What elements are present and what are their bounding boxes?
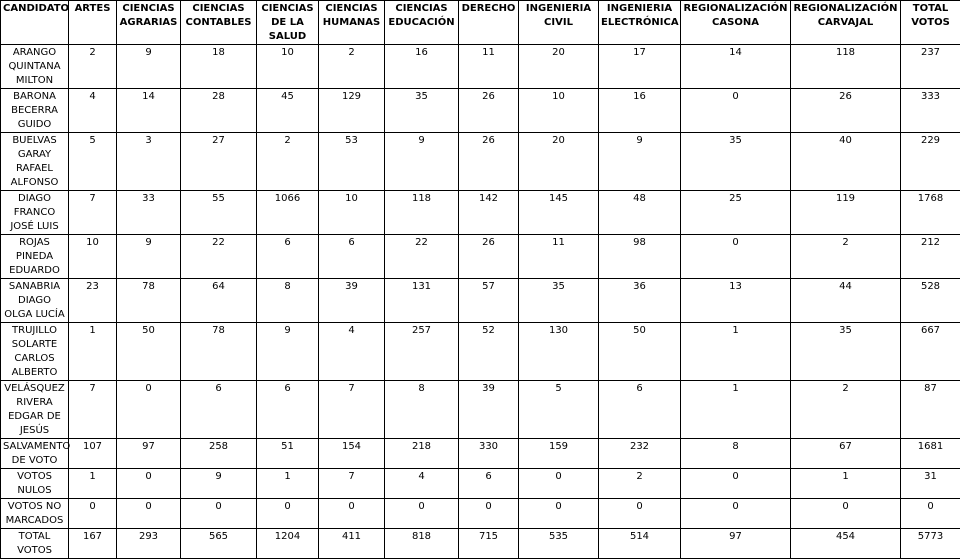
header-row — [1, 1, 960, 45]
vote-count-cell: 40 — [791, 133, 901, 191]
vote-count-cell: 535 — [519, 529, 599, 559]
vote-count-cell: 50 — [117, 323, 181, 381]
vote-count-cell: 20 — [519, 133, 599, 191]
vote-count-cell: 6 — [319, 235, 385, 279]
vote-count-cell: 25 — [681, 191, 791, 235]
vote-count-cell: 26 — [459, 235, 519, 279]
vote-count-cell: 26 — [459, 133, 519, 191]
vote-count-cell: 20 — [519, 45, 599, 89]
vote-count-cell: 35 — [385, 89, 459, 133]
vote-count-cell: 50 — [599, 323, 681, 381]
table-row — [1, 439, 960, 469]
vote-count-cell: 1 — [69, 469, 117, 499]
vote-count-cell: 33 — [117, 191, 181, 235]
table-row — [1, 469, 960, 499]
vote-count-cell: 6 — [459, 469, 519, 499]
table-row — [1, 381, 960, 439]
vote-count-cell: 13 — [681, 279, 791, 323]
vote-count-cell: 10 — [519, 89, 599, 133]
header-ciencias-contables: CIENCIAS CONTABLES — [181, 1, 257, 45]
vote-count-cell: 6 — [257, 235, 319, 279]
vote-count-cell: 118 — [791, 45, 901, 89]
vote-count-cell: 4 — [385, 469, 459, 499]
vote-count-cell: 107 — [69, 439, 117, 469]
vote-count-cell: 78 — [181, 323, 257, 381]
vote-count-cell: 9 — [385, 133, 459, 191]
vote-count-cell: 57 — [459, 279, 519, 323]
vote-count-cell: 5 — [519, 381, 599, 439]
vote-count-cell: 514 — [599, 529, 681, 559]
vote-count-cell: 27 — [181, 133, 257, 191]
vote-count-cell: 55 — [181, 191, 257, 235]
vote-count-cell: 142 — [459, 191, 519, 235]
vote-count-cell: 167 — [69, 529, 117, 559]
vote-count-cell: 4 — [69, 89, 117, 133]
header-ingenieria-civil: INGENIERIA CIVIL — [519, 1, 599, 45]
header-regionalizacion-carvajal: REGIONALIZACIÓN CARVAJAL — [791, 1, 901, 45]
table-row — [1, 529, 960, 559]
vote-count-cell: 51 — [257, 439, 319, 469]
header-ingenieria-electronica: INGENIERIA ELECTRÓNICA — [599, 1, 681, 45]
vote-count-cell: 0 — [599, 499, 681, 529]
vote-count-cell: 0 — [791, 499, 901, 529]
vote-count-cell: 16 — [385, 45, 459, 89]
vote-count-cell: 23 — [69, 279, 117, 323]
vote-count-cell: 333 — [901, 89, 960, 133]
vote-count-cell: 35 — [519, 279, 599, 323]
vote-count-cell: 411 — [319, 529, 385, 559]
vote-count-cell: 44 — [791, 279, 901, 323]
vote-count-cell: 0 — [901, 499, 960, 529]
vote-count-cell: 293 — [117, 529, 181, 559]
vote-count-cell: 14 — [117, 89, 181, 133]
vote-count-cell: 454 — [791, 529, 901, 559]
vote-count-cell: 97 — [681, 529, 791, 559]
vote-count-cell: 4 — [319, 323, 385, 381]
vote-count-cell: 28 — [181, 89, 257, 133]
vote-count-cell: 5773 — [901, 529, 960, 559]
vote-count-cell: 9 — [599, 133, 681, 191]
candidate-name-cell: BARONA BECERRA GUIDO — [1, 89, 69, 133]
vote-count-cell: 1768 — [901, 191, 960, 235]
candidate-name-cell: TRUJILLO SOLARTE CARLOS ALBERTO — [1, 323, 69, 381]
vote-count-cell: 9 — [117, 45, 181, 89]
vote-count-cell: 45 — [257, 89, 319, 133]
vote-count-cell: 22 — [385, 235, 459, 279]
candidate-name-cell: VOTOS NULOS — [1, 469, 69, 499]
vote-count-cell: 131 — [385, 279, 459, 323]
vote-count-cell: 145 — [519, 191, 599, 235]
header-regionalizacion-casona: REGIONALIZACIÓN CASONA — [681, 1, 791, 45]
table-row — [1, 323, 960, 381]
vote-count-cell: 0 — [117, 499, 181, 529]
vote-count-cell: 0 — [117, 381, 181, 439]
vote-count-cell: 0 — [459, 499, 519, 529]
vote-count-cell: 229 — [901, 133, 960, 191]
vote-count-cell: 1 — [257, 469, 319, 499]
vote-count-cell: 26 — [459, 89, 519, 133]
vote-count-cell: 78 — [117, 279, 181, 323]
vote-count-cell: 36 — [599, 279, 681, 323]
table-row — [1, 499, 960, 529]
vote-count-cell: 0 — [681, 469, 791, 499]
candidate-name-cell: ARANGO QUINTANA MILTON — [1, 45, 69, 89]
vote-count-cell: 2 — [791, 235, 901, 279]
vote-count-cell: 8 — [681, 439, 791, 469]
vote-count-cell: 7 — [69, 381, 117, 439]
vote-count-cell: 130 — [519, 323, 599, 381]
vote-count-cell: 0 — [519, 499, 599, 529]
vote-count-cell: 87 — [901, 381, 960, 439]
vote-count-cell: 0 — [681, 499, 791, 529]
candidate-name-cell: SALVAMENTO DE VOTO — [1, 439, 69, 469]
vote-count-cell: 39 — [459, 381, 519, 439]
vote-count-cell: 258 — [181, 439, 257, 469]
vote-count-cell: 3 — [117, 133, 181, 191]
vote-count-cell: 9 — [117, 235, 181, 279]
vote-count-cell: 667 — [901, 323, 960, 381]
vote-count-cell: 1681 — [901, 439, 960, 469]
vote-count-cell: 6 — [599, 381, 681, 439]
vote-count-cell: 6 — [181, 381, 257, 439]
header-ciencias-agrarias: CIENCIAS AGRARIAS — [117, 1, 181, 45]
vote-count-cell: 64 — [181, 279, 257, 323]
vote-count-cell: 528 — [901, 279, 960, 323]
vote-count-cell: 16 — [599, 89, 681, 133]
vote-count-cell: 14 — [681, 45, 791, 89]
vote-count-cell: 26 — [791, 89, 901, 133]
vote-count-cell: 7 — [69, 191, 117, 235]
vote-count-cell: 2 — [69, 45, 117, 89]
vote-count-cell: 129 — [319, 89, 385, 133]
header-candidato: CANDIDATO — [1, 1, 69, 45]
vote-count-cell: 237 — [901, 45, 960, 89]
vote-count-cell: 0 — [319, 499, 385, 529]
candidate-name-cell: DIAGO FRANCO JOSÉ LUIS — [1, 191, 69, 235]
candidate-name-cell: BUELVAS GARAY RAFAEL ALFONSO — [1, 133, 69, 191]
vote-count-cell: 7 — [319, 381, 385, 439]
candidate-name-cell: SANABRIA DIAGO OLGA LUCÍA — [1, 279, 69, 323]
vote-count-cell: 1066 — [257, 191, 319, 235]
vote-count-cell: 1 — [681, 381, 791, 439]
vote-count-cell: 218 — [385, 439, 459, 469]
vote-count-cell: 22 — [181, 235, 257, 279]
header-derecho: DERECHO — [459, 1, 519, 45]
candidate-name-cell: VELÁSQUEZ RIVERA EDGAR DE JESÚS — [1, 381, 69, 439]
vote-count-cell: 0 — [385, 499, 459, 529]
table-row — [1, 191, 960, 235]
candidate-name-cell: VOTOS NO MARCADOS — [1, 499, 69, 529]
vote-count-cell: 0 — [69, 499, 117, 529]
vote-count-cell: 212 — [901, 235, 960, 279]
vote-count-cell: 565 — [181, 529, 257, 559]
vote-count-cell: 31 — [901, 469, 960, 499]
candidate-name-cell: ROJAS PINEDA EDUARDO — [1, 235, 69, 279]
table-row — [1, 45, 960, 89]
header-artes: ARTES — [69, 1, 117, 45]
vote-count-cell: 98 — [599, 235, 681, 279]
vote-count-cell: 8 — [257, 279, 319, 323]
vote-count-cell: 118 — [385, 191, 459, 235]
table-row — [1, 279, 960, 323]
vote-count-cell: 17 — [599, 45, 681, 89]
vote-count-cell: 0 — [117, 469, 181, 499]
vote-count-cell: 11 — [459, 45, 519, 89]
vote-count-cell: 9 — [257, 323, 319, 381]
vote-count-cell: 232 — [599, 439, 681, 469]
vote-count-cell: 2 — [599, 469, 681, 499]
vote-count-cell: 257 — [385, 323, 459, 381]
table-body — [1, 45, 960, 559]
vote-count-cell: 11 — [519, 235, 599, 279]
vote-count-cell: 48 — [599, 191, 681, 235]
table-row — [1, 235, 960, 279]
vote-count-cell: 0 — [681, 89, 791, 133]
vote-count-cell: 5 — [69, 133, 117, 191]
table-row — [1, 133, 960, 191]
vote-count-cell: 67 — [791, 439, 901, 469]
vote-count-cell: 1 — [69, 323, 117, 381]
vote-count-cell: 10 — [319, 191, 385, 235]
header-ciencias-salud: CIENCIAS DE LA SALUD — [257, 1, 319, 45]
vote-count-cell: 1 — [791, 469, 901, 499]
vote-count-cell: 10 — [257, 45, 319, 89]
header-total-votos: TOTAL VOTOS — [901, 1, 960, 45]
vote-count-cell: 2 — [257, 133, 319, 191]
vote-count-cell: 8 — [385, 381, 459, 439]
vote-count-cell: 53 — [319, 133, 385, 191]
vote-count-cell: 52 — [459, 323, 519, 381]
vote-count-cell: 10 — [69, 235, 117, 279]
vote-count-cell: 154 — [319, 439, 385, 469]
vote-count-cell: 39 — [319, 279, 385, 323]
vote-count-cell: 9 — [181, 469, 257, 499]
vote-count-cell: 97 — [117, 439, 181, 469]
vote-count-cell: 35 — [791, 323, 901, 381]
vote-count-cell: 0 — [181, 499, 257, 529]
vote-count-cell: 818 — [385, 529, 459, 559]
vote-count-cell: 0 — [681, 235, 791, 279]
candidate-name-cell: TOTAL VOTOS — [1, 529, 69, 559]
vote-count-cell: 0 — [257, 499, 319, 529]
header-ciencias-educacion: CIENCIAS EDUCACIÓN — [385, 1, 459, 45]
vote-count-cell: 715 — [459, 529, 519, 559]
vote-count-cell: 2 — [791, 381, 901, 439]
vote-count-cell: 159 — [519, 439, 599, 469]
vote-count-cell: 2 — [319, 45, 385, 89]
vote-count-cell: 330 — [459, 439, 519, 469]
vote-count-cell: 1 — [681, 323, 791, 381]
vote-count-cell: 0 — [519, 469, 599, 499]
vote-count-cell: 1204 — [257, 529, 319, 559]
vote-count-cell: 119 — [791, 191, 901, 235]
vote-count-cell: 7 — [319, 469, 385, 499]
header-ciencias-humanas: CIENCIAS HUMANAS — [319, 1, 385, 45]
vote-count-cell: 6 — [257, 381, 319, 439]
vote-count-cell: 18 — [181, 45, 257, 89]
vote-count-cell: 35 — [681, 133, 791, 191]
table-row — [1, 89, 960, 133]
